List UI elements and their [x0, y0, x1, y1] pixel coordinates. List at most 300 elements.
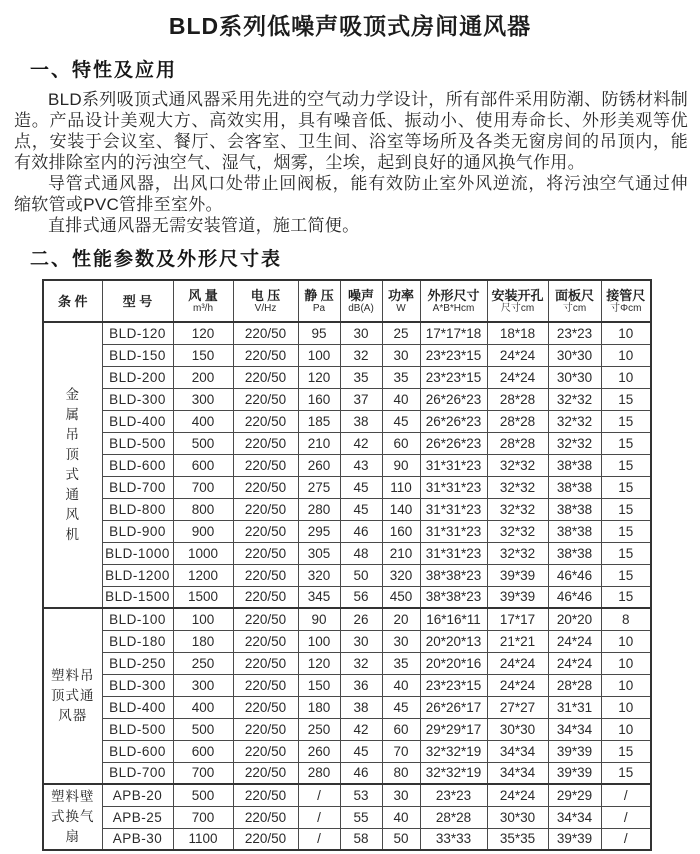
value-cell: 220/50	[233, 806, 298, 828]
value-cell: 32*32	[548, 410, 601, 432]
value-cell: 280	[298, 762, 340, 784]
value-cell: 295	[298, 520, 340, 542]
value-cell: 70	[382, 740, 420, 762]
value-cell: 30*30	[548, 344, 601, 366]
value-cell: 37	[340, 388, 382, 410]
value-cell: 220/50	[233, 344, 298, 366]
column-unit: m³/h	[193, 303, 213, 314]
table-row	[43, 696, 651, 718]
table-row	[43, 476, 651, 498]
table-row	[43, 762, 651, 784]
value-cell: /	[601, 784, 651, 806]
value-cell: 39*39	[548, 762, 601, 784]
value-cell: 700	[173, 806, 233, 828]
value-cell: 21*21	[487, 630, 548, 652]
value-cell: 160	[298, 388, 340, 410]
value-cell: 180	[173, 630, 233, 652]
value-cell: 210	[298, 432, 340, 454]
value-cell: 38*38	[548, 498, 601, 520]
value-cell: 320	[382, 564, 420, 586]
spec-table-header-row	[43, 280, 651, 322]
table-row	[43, 718, 651, 740]
value-cell: /	[298, 784, 340, 806]
column-header-6	[382, 280, 420, 322]
value-cell: 1100	[173, 828, 233, 850]
table-row	[43, 366, 651, 388]
value-cell: 10	[601, 718, 651, 740]
section2-heading: 二、性能参数及外形尺寸表	[30, 249, 283, 270]
value-cell: 38*38	[548, 520, 601, 542]
value-cell: 31*31	[548, 696, 601, 718]
value-cell: /	[601, 806, 651, 828]
value-cell: 30	[382, 344, 420, 366]
value-cell: 600	[173, 454, 233, 476]
value-cell: 15	[601, 740, 651, 762]
value-cell: 34*34	[548, 718, 601, 740]
value-cell: 30	[340, 630, 382, 652]
value-cell: 100	[298, 344, 340, 366]
value-cell: 24*24	[487, 366, 548, 388]
value-cell: 220/50	[233, 388, 298, 410]
spec-table	[42, 279, 652, 851]
value-cell: 38	[340, 410, 382, 432]
model-cell: BLD-300	[102, 388, 173, 410]
model-cell: APB-20	[102, 784, 173, 806]
value-cell: 48	[340, 542, 382, 564]
column-title: 安装开孔	[491, 288, 544, 303]
value-cell: 50	[382, 828, 420, 850]
value-cell: 220/50	[233, 652, 298, 674]
group-label-line: 塑料壁	[51, 789, 95, 804]
value-cell: 39*39	[487, 586, 548, 608]
value-cell: 220/50	[233, 586, 298, 608]
value-cell: 38	[340, 696, 382, 718]
value-cell: 180	[298, 696, 340, 718]
value-cell: 10	[601, 630, 651, 652]
value-cell: 800	[173, 498, 233, 520]
value-cell: 250	[173, 652, 233, 674]
page-title: BLD系列低噪声吸顶式房间通风器	[168, 13, 532, 39]
value-cell: 150	[298, 674, 340, 696]
value-cell: 220/50	[233, 740, 298, 762]
group-label-line: 顶	[65, 447, 80, 462]
column-unit: Pa	[312, 303, 326, 314]
value-cell: 32*32*19	[420, 762, 487, 784]
table-row	[43, 498, 651, 520]
value-cell: 15	[601, 762, 651, 784]
section1-paragraph-features: BLD系列吸顶式通风器采用先进的空气动力学设计，所有部件采用防潮、防锈材料制造。产品设计美观大方、高效实用，具有噪音低、振动小、使用寿命长、外形美观等优点，安装于会议室、餐厅、会客室、卫生间、浴室等场所及各类无窗房间的吊顶内，能有效排除室内的污浊空气、湿气，烟雾，尘埃，起到良好的通风换气作用。	[14, 90, 688, 172]
value-cell: 500	[173, 432, 233, 454]
table-row	[43, 322, 651, 344]
value-cell: 210	[382, 542, 420, 564]
value-cell: 50	[340, 564, 382, 586]
value-cell: 1200	[173, 564, 233, 586]
column-title: 静 压	[304, 288, 334, 303]
model-cell: BLD-200	[102, 366, 173, 388]
value-cell: 15	[601, 498, 651, 520]
value-cell: 10	[601, 322, 651, 344]
value-cell: 26*26*23	[420, 388, 487, 410]
section1-paragraph-duct-type: 导管式通风器，出风口处带止回阀板，能有效防止室外风逆流，将污浊空气通过伸缩软管或PVC管排至室外。	[14, 174, 688, 214]
model-cell: BLD-1500	[102, 586, 173, 608]
column-unit: dB(A)	[348, 303, 374, 314]
value-cell: 160	[382, 520, 420, 542]
value-cell: 28*28	[548, 674, 601, 696]
model-cell: BLD-600	[102, 454, 173, 476]
column-title: 条 件	[57, 293, 88, 309]
column-title: 风 量	[188, 288, 218, 303]
value-cell: 20*20*13	[420, 630, 487, 652]
column-title: 外形尺寸	[427, 288, 480, 303]
value-cell: 90	[298, 608, 340, 630]
value-cell: 250	[298, 718, 340, 740]
value-cell: 32*32*19	[420, 740, 487, 762]
value-cell: 95	[298, 322, 340, 344]
value-cell: 27*27	[487, 696, 548, 718]
value-cell: /	[601, 828, 651, 850]
value-cell: 40	[382, 806, 420, 828]
value-cell: 38*38	[548, 454, 601, 476]
value-cell: 15	[601, 410, 651, 432]
value-cell: 900	[173, 520, 233, 542]
column-header-7	[420, 280, 487, 322]
model-cell: BLD-1000	[102, 542, 173, 564]
column-title: 面板尺	[554, 288, 594, 303]
model-cell: BLD-250	[102, 652, 173, 674]
value-cell: 400	[173, 410, 233, 432]
value-cell: 16*16*11	[420, 608, 487, 630]
value-cell: 220/50	[233, 564, 298, 586]
column-unit: A*B*Hcm	[432, 303, 475, 314]
table-row	[43, 520, 651, 542]
value-cell: 110	[382, 476, 420, 498]
value-cell: 23*23	[420, 784, 487, 806]
value-cell: 40	[382, 674, 420, 696]
value-cell: 32*32	[487, 542, 548, 564]
group-label-line: 式	[65, 467, 80, 482]
column-unit: 尺寸cm	[500, 303, 535, 314]
model-cell: APB-30	[102, 828, 173, 850]
value-cell: 28*28	[487, 388, 548, 410]
value-cell: 32*32	[487, 498, 548, 520]
value-cell: 220/50	[233, 542, 298, 564]
table-row	[43, 740, 651, 762]
value-cell: 220/50	[233, 828, 298, 850]
value-cell: 24*24	[487, 674, 548, 696]
value-cell: 32*32	[548, 432, 601, 454]
value-cell: 32*32	[487, 476, 548, 498]
column-header-1	[102, 280, 173, 322]
value-cell: 80	[382, 762, 420, 784]
value-cell: 38*38*23	[420, 564, 487, 586]
column-header-5	[340, 280, 382, 322]
model-cell: BLD-600	[102, 740, 173, 762]
value-cell: 28*28	[487, 410, 548, 432]
value-cell: 700	[173, 476, 233, 498]
value-cell: 26	[340, 608, 382, 630]
group-label-line: 风器	[58, 708, 88, 723]
column-unit: 寸cm	[562, 303, 587, 314]
value-cell: 15	[601, 542, 651, 564]
model-cell: BLD-300	[102, 674, 173, 696]
column-header-2	[173, 280, 233, 322]
model-cell: BLD-1200	[102, 564, 173, 586]
value-cell: 38*38	[548, 542, 601, 564]
value-cell: 39*39	[548, 740, 601, 762]
value-cell: 450	[382, 586, 420, 608]
value-cell: 43	[340, 454, 382, 476]
model-cell: BLD-700	[102, 476, 173, 498]
value-cell: 55	[340, 806, 382, 828]
value-cell: 10	[601, 366, 651, 388]
column-header-10	[601, 280, 651, 322]
value-cell: 58	[340, 828, 382, 850]
table-row	[43, 388, 651, 410]
value-cell: 32	[340, 652, 382, 674]
group-label-line: 机	[65, 527, 80, 542]
value-cell: 30	[340, 322, 382, 344]
value-cell: 32	[340, 344, 382, 366]
value-cell: 280	[298, 498, 340, 520]
value-cell: 275	[298, 476, 340, 498]
value-cell: 220/50	[233, 498, 298, 520]
value-cell: 42	[340, 718, 382, 740]
column-header-9	[548, 280, 601, 322]
value-cell: 24*24	[487, 344, 548, 366]
table-row	[43, 806, 651, 828]
group-label-line: 塑料吊	[51, 668, 95, 683]
group-label-line: 扇	[65, 829, 80, 844]
value-cell: 60	[382, 718, 420, 740]
model-cell: BLD-100	[102, 608, 173, 630]
table-row	[43, 674, 651, 696]
table-row	[43, 410, 651, 432]
value-cell: 150	[173, 344, 233, 366]
value-cell: 15	[601, 564, 651, 586]
value-cell: 500	[173, 718, 233, 740]
table-row	[43, 828, 651, 850]
value-cell: 26*26*23	[420, 410, 487, 432]
value-cell: 220/50	[233, 718, 298, 740]
value-cell: 8	[601, 608, 651, 630]
value-cell: 56	[340, 586, 382, 608]
value-cell: 29*29*17	[420, 718, 487, 740]
value-cell: 31*31*23	[420, 498, 487, 520]
value-cell: 220/50	[233, 432, 298, 454]
column-header-8	[487, 280, 548, 322]
value-cell: 120	[173, 322, 233, 344]
value-cell: 24*24	[548, 630, 601, 652]
value-cell: 23*23	[548, 322, 601, 344]
value-cell: 24*24	[487, 784, 548, 806]
value-cell: 200	[173, 366, 233, 388]
value-cell: 185	[298, 410, 340, 432]
value-cell: 45	[340, 476, 382, 498]
value-cell: 220/50	[233, 784, 298, 806]
value-cell: 23*23*15	[420, 366, 487, 388]
value-cell: 30*30	[487, 718, 548, 740]
value-cell: 26*26*23	[420, 432, 487, 454]
value-cell: 45	[382, 410, 420, 432]
table-row	[43, 586, 651, 608]
value-cell: 45	[382, 696, 420, 718]
model-cell: BLD-150	[102, 344, 173, 366]
value-cell: 305	[298, 542, 340, 564]
table-row	[43, 542, 651, 564]
column-unit: 寸Φcm	[610, 303, 642, 314]
value-cell: 15	[601, 388, 651, 410]
group-label-1	[43, 608, 102, 784]
table-row	[43, 454, 651, 476]
value-cell: 28*28	[487, 432, 548, 454]
table-row	[43, 564, 651, 586]
value-cell: 1000	[173, 542, 233, 564]
value-cell: 100	[298, 630, 340, 652]
group-label-0	[43, 322, 102, 608]
value-cell: 15	[601, 586, 651, 608]
value-cell: 23*23*15	[420, 344, 487, 366]
value-cell: 10	[601, 674, 651, 696]
value-cell: 30*30	[548, 366, 601, 388]
value-cell: 35*35	[487, 828, 548, 850]
group-label-line: 式换气	[51, 809, 95, 824]
value-cell: 700	[173, 762, 233, 784]
column-title: 功率	[387, 288, 414, 303]
value-cell: 35	[340, 366, 382, 388]
value-cell: 28*28	[420, 806, 487, 828]
value-cell: 10	[601, 344, 651, 366]
group-label-line: 风	[65, 507, 80, 522]
value-cell: 20*20*16	[420, 652, 487, 674]
value-cell: 17*17	[487, 608, 548, 630]
value-cell: 25	[382, 322, 420, 344]
model-cell: BLD-400	[102, 410, 173, 432]
value-cell: 32*32	[487, 520, 548, 542]
value-cell: 220/50	[233, 366, 298, 388]
group-label-line: 顶式通	[51, 688, 95, 703]
value-cell: 220/50	[233, 762, 298, 784]
value-cell: 39*39	[548, 828, 601, 850]
value-cell: 26*26*17	[420, 696, 487, 718]
value-cell: 320	[298, 564, 340, 586]
table-row	[43, 608, 651, 630]
value-cell: 46	[340, 762, 382, 784]
model-cell: BLD-500	[102, 432, 173, 454]
value-cell: 20*20	[548, 608, 601, 630]
value-cell: 40	[382, 388, 420, 410]
column-unit: V/Hz	[254, 303, 277, 314]
value-cell: 220/50	[233, 476, 298, 498]
value-cell: 1500	[173, 586, 233, 608]
value-cell: 45	[340, 498, 382, 520]
value-cell: 300	[173, 674, 233, 696]
value-cell: 46*46	[548, 564, 601, 586]
value-cell: 10	[601, 696, 651, 718]
value-cell: 220/50	[233, 608, 298, 630]
column-title: 电 压	[250, 288, 281, 303]
value-cell: 260	[298, 454, 340, 476]
group-label-line: 属	[65, 407, 80, 422]
spec-table-header	[43, 280, 651, 322]
model-cell: BLD-700	[102, 762, 173, 784]
column-title: 接管尺	[606, 288, 646, 303]
value-cell: 600	[173, 740, 233, 762]
section1-paragraph-direct-type: 直排式通风器无需安装管道，施工简便。	[48, 216, 360, 235]
column-header-4	[298, 280, 340, 322]
value-cell: 15	[601, 454, 651, 476]
value-cell: 17*17*18	[420, 322, 487, 344]
value-cell: 24*24	[487, 652, 548, 674]
value-cell: 220/50	[233, 322, 298, 344]
model-cell: BLD-900	[102, 520, 173, 542]
value-cell: 53	[340, 784, 382, 806]
value-cell: /	[298, 806, 340, 828]
value-cell: 345	[298, 586, 340, 608]
table-row	[43, 630, 651, 652]
value-cell: 45	[340, 740, 382, 762]
value-cell: 31*31*23	[420, 520, 487, 542]
value-cell: 35	[382, 652, 420, 674]
value-cell: 30	[382, 630, 420, 652]
model-cell: BLD-800	[102, 498, 173, 520]
value-cell: 220/50	[233, 696, 298, 718]
column-header-3	[233, 280, 298, 322]
group-label-line: 通	[65, 487, 80, 502]
value-cell: 60	[382, 432, 420, 454]
value-cell: 15	[601, 520, 651, 542]
value-cell: 260	[298, 740, 340, 762]
value-cell: 32*32	[487, 454, 548, 476]
table-row	[43, 784, 651, 806]
value-cell: 120	[298, 652, 340, 674]
value-cell: 30*30	[487, 806, 548, 828]
model-cell: BLD-120	[102, 322, 173, 344]
value-cell: 33*33	[420, 828, 487, 850]
value-cell: 220/50	[233, 630, 298, 652]
value-cell: 300	[173, 388, 233, 410]
value-cell: 30	[382, 784, 420, 806]
value-cell: 31*31*23	[420, 454, 487, 476]
value-cell: 46*46	[548, 586, 601, 608]
model-cell: APB-25	[102, 806, 173, 828]
value-cell: 34*34	[487, 740, 548, 762]
value-cell: 20	[382, 608, 420, 630]
value-cell: /	[298, 828, 340, 850]
column-title: 型 号	[122, 293, 153, 309]
value-cell: 10	[601, 652, 651, 674]
value-cell: 120	[298, 366, 340, 388]
value-cell: 23*23*15	[420, 674, 487, 696]
value-cell: 32*32	[548, 388, 601, 410]
value-cell: 31*31*23	[420, 542, 487, 564]
value-cell: 46	[340, 520, 382, 542]
column-title: 噪声	[347, 288, 374, 303]
column-header-0	[43, 280, 102, 322]
value-cell: 500	[173, 784, 233, 806]
value-cell: 31*31*23	[420, 476, 487, 498]
value-cell: 24*24	[548, 652, 601, 674]
value-cell: 36	[340, 674, 382, 696]
value-cell: 220/50	[233, 454, 298, 476]
value-cell: 90	[382, 454, 420, 476]
value-cell: 140	[382, 498, 420, 520]
group-label-line: 金	[65, 387, 80, 402]
value-cell: 29*29	[548, 784, 601, 806]
value-cell: 220/50	[233, 520, 298, 542]
value-cell: 38*38*23	[420, 586, 487, 608]
value-cell: 15	[601, 476, 651, 498]
model-cell: BLD-400	[102, 696, 173, 718]
